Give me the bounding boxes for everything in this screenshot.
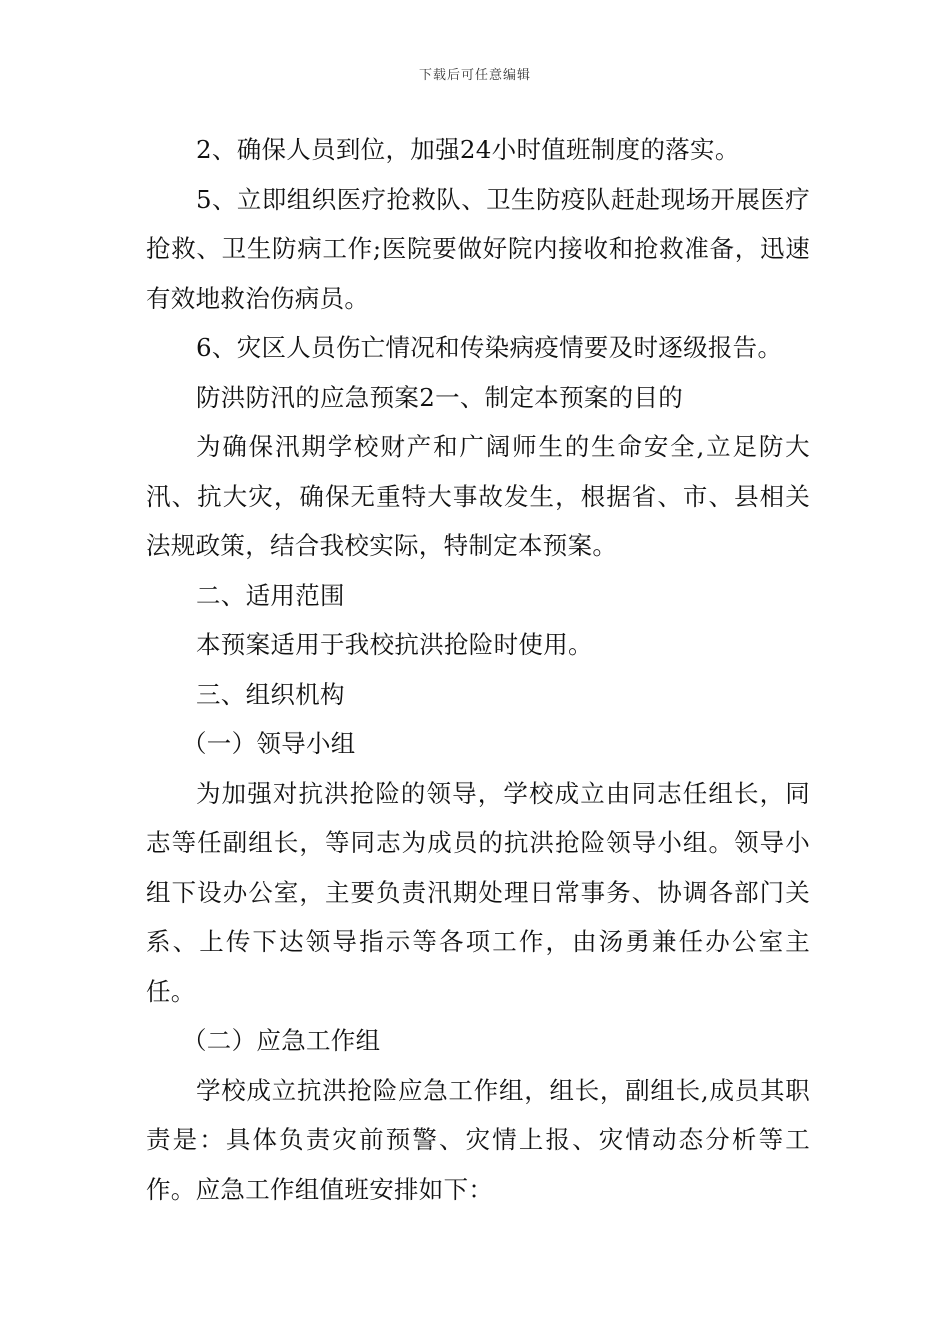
- paragraph-scope: 本预案适用于我校抗洪抢险时使用。: [196, 630, 593, 659]
- subheading-emergency-group: （二）应急工作组: [182, 1026, 381, 1055]
- paragraph-item-5: 5、立即组织医疗抢救队、卫生防疫队赶赴现场开展医疗抢救、卫生防病工作;医院要做好院内接收和抢救准备，迅速有效地救治伤病员。: [146, 184, 810, 313]
- paragraph-purpose: 为确保汛期学校财产和广阔师生的生命安全,立足防大汛、抗大灾，确保无重特大事故发生，根据省、市、县相关法规政策，结合我校实际，特制定本预案。: [146, 432, 810, 560]
- paragraph-item-6: 6、灾区人员伤亡情况和传染病疫情要及时逐级报告。: [196, 333, 783, 362]
- section-title-plan-2: 防洪防汛的应急预案2一、制定本预案的目的: [196, 382, 684, 412]
- heading-organization: 三、组织机构: [196, 679, 345, 709]
- paragraph-emergency: 学校成立抗洪抢险应急工作组，组长，副组长,成员其职责是：具体负责灾前预警、灾情上报、灾情动态分析等工作。应急工作组值班安排如下：: [146, 1075, 810, 1204]
- subheading-leadership-group: （一）领导小组: [182, 729, 356, 758]
- paragraph-item-2: 2、确保人员到位，加强24小时值班制度的落实。: [196, 135, 740, 164]
- document-body: [146, 125, 810, 1214]
- page-header: 下载后可任意编辑: [418, 68, 531, 83]
- paragraph-leadership: 为加强对抗洪抢险的领导，学校成立由同志任组长，同志等任副组长，等同志为成员的抗洪抢险领导小组。领导小组下设办公室，主要负责汛期处理日常事务、协调各部门关系、上传下达领导指示等各项工作，由汤勇兼任办公室主任。: [146, 778, 810, 1006]
- heading-scope: 二、适用范围: [196, 580, 345, 610]
